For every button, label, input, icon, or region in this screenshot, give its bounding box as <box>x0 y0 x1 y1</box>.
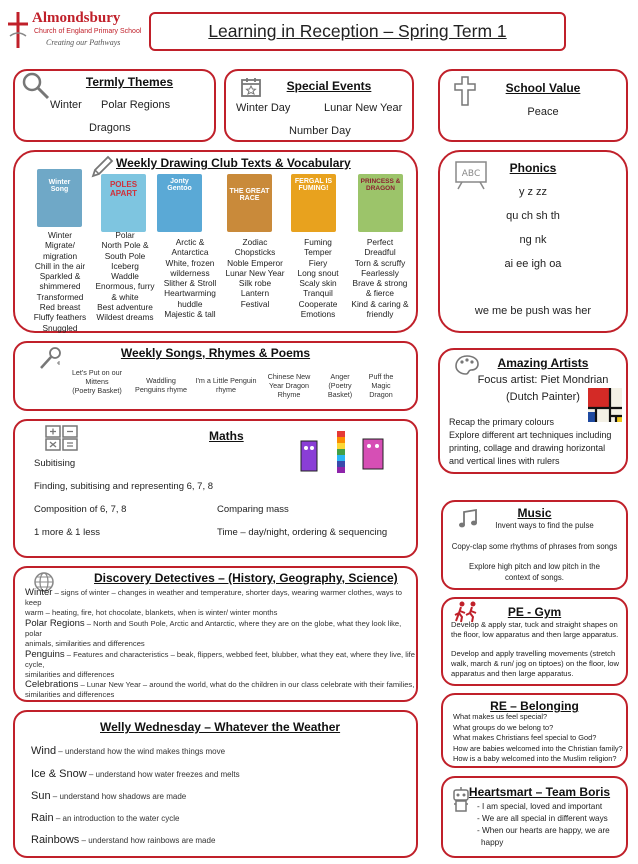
logo-subtitle: Church of England Primary School <box>34 28 142 35</box>
drawing-heading: Weekly Drawing Club Texts & Vocabulary <box>116 156 351 170</box>
music-line: Invent ways to find the pulse <box>495 521 594 530</box>
vocab-list: Fuming Temper Fiery Long snout Scaly skin Tranquil Cooperate Emotions <box>297 237 339 320</box>
pe-box <box>441 597 628 686</box>
logo-tagline: Creating our Pathways <box>46 38 121 47</box>
maths-box <box>13 419 418 558</box>
songs-box <box>13 341 418 411</box>
discovery-item: Winter – signs of winter – changes in weather and temperature, shorter days, wearing warmer clothes, ways to keep warm – heating, fire, hot chocolate, blankets, when is winter/ winter months <box>25 587 402 617</box>
songs-heading: Weekly Songs, Rhymes & Poems <box>120 346 311 360</box>
special-events-box <box>224 69 414 142</box>
discovery-item: Polar Regions – North and South Pole, Arctic and Antarctic, where they are on the globe, what they look like, polar animals, similarities and differences <box>25 618 402 648</box>
maths-item: Subitising <box>34 458 76 469</box>
book-cover: Winter Song <box>37 169 82 227</box>
book-cover: THE GREAT RACE <box>227 174 272 232</box>
phonics-line: qu ch sh th <box>506 210 560 222</box>
re-box <box>441 693 628 768</box>
heartsmart-lines: - I am special, loved and important - We are all special in different ways - When our hearts are happy, we are happy <box>477 802 610 847</box>
artists-heading: Amazing Artists <box>497 356 589 370</box>
artists-box <box>438 348 628 474</box>
theme-item: Polar Regions <box>101 99 171 111</box>
welly-item: Sun – understand how shadows are made <box>31 790 187 802</box>
artist-origin: (Dutch Painter) <box>506 391 580 403</box>
artists-body: Recap the primary colours Explore different art techniques including printing, collage and drawing horizontal and vertical lines with rulers <box>449 417 612 466</box>
song-item: Puff the Magic Dragon <box>368 372 394 399</box>
heartsmart-heading: Heartsmart – Team Boris <box>468 785 611 799</box>
maths-item: Comparing mass <box>217 504 289 515</box>
song-item: Chinese New Year Dragon Rhyme <box>267 372 311 399</box>
numberblocks-icon <box>295 423 391 477</box>
welly-item: Rain – an introduction to the water cycle <box>31 812 180 824</box>
maths-item: Time – day/night, ordering & sequencing <box>217 527 388 538</box>
title-box <box>149 12 566 51</box>
song-item: Waddling Penguins rhyme <box>135 376 187 394</box>
phonics-line: ai ee igh oa <box>504 258 562 270</box>
phonics-line: ng nk <box>519 234 547 246</box>
theme-item: Winter <box>50 99 82 111</box>
value-text: Peace <box>527 106 559 118</box>
theme-item: Dragons <box>89 122 131 134</box>
re-heading: RE – Belonging <box>490 699 579 713</box>
book-cover: POLES APART <box>101 174 146 232</box>
event-item: Lunar New Year <box>324 102 403 114</box>
school-value-box <box>438 69 628 142</box>
pe-paragraph: Develop & apply star, tuck and straight shapes on the floor, low apparatus and then large apparatus. <box>451 620 619 639</box>
welly-item: Wind – understand how the wind makes things move <box>31 745 226 757</box>
tricky-words: we me be push was her <box>474 305 592 317</box>
music-line: Explore high pitch and low pitch in the <box>469 562 600 571</box>
vocab-list: Winter Migrate/ migration Chill in the air Sparkled & shimmered Transformed Red breast Fluffy feathers Snuggled <box>33 230 87 333</box>
music-heading: Music <box>517 506 552 520</box>
welly-heading: Welly Wednesday – Whatever the Weather <box>100 720 341 734</box>
maths-item: Finding, subitising and representing 6, 7, 8 <box>34 481 214 492</box>
discovery-item: Celebrations – Lunar New Year – around the world, what do the children in our class celebrate with their families, similarities and differences <box>25 679 415 699</box>
vocab-list: Arctic & Antarctica White, frozen wilderness Slither & Stroll Heartwarming huddle Majestic & tall <box>163 237 217 320</box>
pe-paragraph: Develop and apply travelling movements (stretch walk, march & run/ jog on tiptoes) on the floor, low apparatus and then large apparatus. <box>451 649 619 678</box>
maths-item: Composition of 6, 7, 8 <box>34 504 127 515</box>
maths-heading: Maths <box>209 429 244 443</box>
song-item: Let's Put on our Mittens (Poetry Basket) <box>71 368 123 395</box>
phonics-heading: Phonics <box>509 161 557 175</box>
vocab-list: Polar North Pole & South Pole Iceberg Waddle Enormous, furry & white Best adventure Wildest dreams <box>95 230 155 323</box>
song-item: Anger (Poetry Basket) <box>327 372 353 399</box>
pe-heading: PE - Gym <box>507 605 562 619</box>
termly-themes-box <box>13 69 216 142</box>
svg-text:ABC: ABC <box>461 169 481 179</box>
song-item: I'm a Little Penguin rhyme <box>195 376 257 394</box>
discovery-box <box>13 566 418 702</box>
vocab-list: Perfect Dreadful Torn & scruffy Fearlessly Brave & strong & fierce Kind & caring & friendly <box>351 237 409 320</box>
welly-item: Rainbows – understand how rainbows are made <box>31 834 216 846</box>
vocab-list: Zodiac Chopsticks Noble Emperor Lunar New Year Silk robe Lantern Festival <box>225 237 285 309</box>
discovery-item: Penguins – Features and characteristics – beak, flippers, webbed feet, blubber, what they eat, where they live, life cycle, similarities and differences <box>25 649 415 679</box>
event-item: Winter Day <box>236 102 291 114</box>
music-line: context of songs. <box>505 573 564 582</box>
phonics-box <box>438 150 628 333</box>
value-heading: School Value <box>505 81 581 95</box>
event-item: Number Day <box>289 125 351 137</box>
music-line: Copy-clap some rhythms of phrases from songs <box>451 542 618 551</box>
book-cover: PRINCESS & DRAGON <box>358 174 403 232</box>
school-logo <box>4 8 144 54</box>
music-box <box>441 500 628 590</box>
maths-item: 1 more & 1 less <box>34 527 100 538</box>
book-cover: FERGAL IS FUMING! <box>291 174 336 232</box>
discovery-heading: Discovery Detectives – (History, Geography, Science) <box>94 571 398 585</box>
drawing-club-box <box>13 150 418 333</box>
re-questions: What makes us feel special? What groups do we belong to? What makes Christians feel special to God? How are babies welcomed into the Christian family? How is a baby welcomed into the Muslim religion? <box>453 712 623 764</box>
events-heading: Special Events <box>286 79 372 93</box>
termly-heading: Termly Themes <box>85 75 174 89</box>
page-title: Learning in Reception – Spring Term 1 <box>208 21 507 41</box>
logo-name: Almondsbury <box>32 10 121 26</box>
welly-box <box>13 710 418 858</box>
welly-item: Ice & Snow – understand how water freezes and melts <box>31 768 240 780</box>
focus-artist: Focus artist: Piet Mondrian <box>477 374 609 386</box>
cross-logo-icon <box>4 10 32 50</box>
calculator-icon <box>45 425 79 451</box>
heartsmart-box <box>441 776 628 858</box>
book-cover: Jonty Gentoo <box>157 174 202 232</box>
phonics-line: y z zz <box>518 186 548 198</box>
